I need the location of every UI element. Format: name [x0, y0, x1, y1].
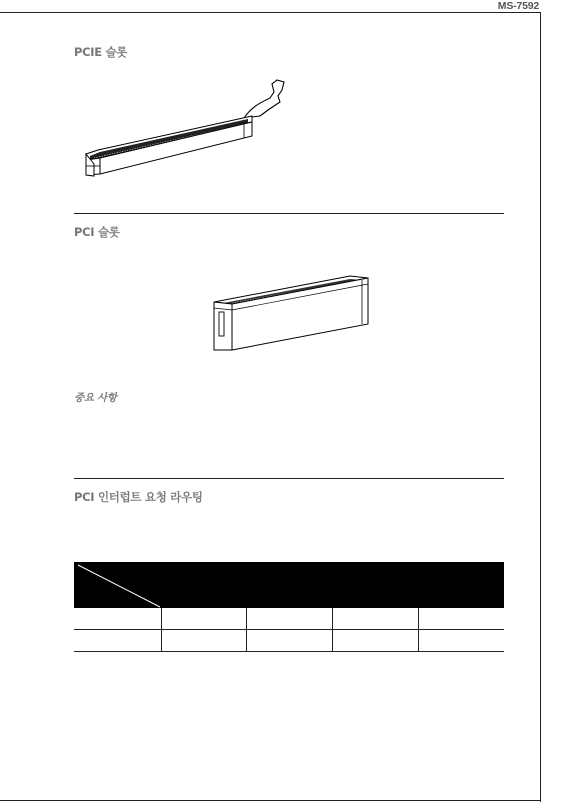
table-header-cell	[161, 562, 247, 608]
irq-routing-heading: PCI 인터럽트 요청 라우팅	[74, 490, 203, 504]
footer-rule	[0, 800, 541, 801]
table-row	[74, 630, 504, 652]
margin-rule	[540, 12, 541, 802]
table-header-cell	[247, 562, 333, 608]
irq-routing-table	[74, 562, 504, 652]
pcie-slot-heading: PCIE 슬롯	[74, 45, 128, 59]
table-cell	[247, 608, 333, 630]
table-header-row	[74, 562, 504, 608]
table-cell	[74, 630, 161, 652]
diagonal-divider	[74, 562, 161, 608]
table-cell	[247, 630, 333, 652]
table-cell	[418, 630, 504, 652]
table-cell	[333, 608, 419, 630]
table-cell	[74, 608, 161, 630]
table-corner-cell	[74, 562, 161, 608]
table-cell	[161, 630, 247, 652]
table-row	[74, 608, 504, 630]
pci-slot-illustration	[210, 272, 372, 354]
pci-slot-heading: PCI 슬롯	[74, 225, 120, 239]
model-number: MS-7592	[497, 0, 539, 12]
section-divider	[74, 213, 504, 214]
table-header-cell	[418, 562, 504, 608]
section-divider	[74, 478, 504, 479]
table-header-cell	[333, 562, 419, 608]
table-cell	[161, 608, 247, 630]
header-rule	[0, 12, 541, 13]
table-cell	[418, 608, 504, 630]
important-note-heading: 중요 사항	[74, 392, 117, 404]
table-cell	[333, 630, 419, 652]
pcie-slot-illustration	[84, 76, 294, 182]
